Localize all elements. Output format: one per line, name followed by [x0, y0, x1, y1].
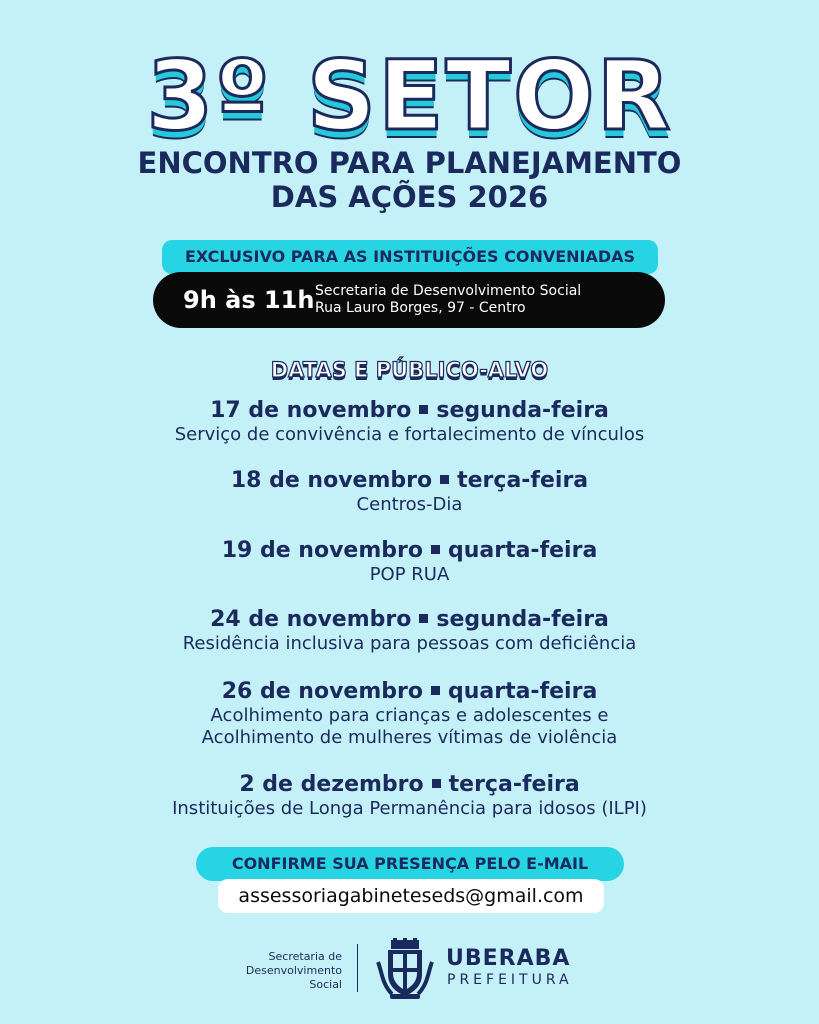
secretaria-line: Social	[309, 978, 342, 991]
event-audience: Centros-Dia	[356, 494, 463, 515]
event-audience: Acolhimento de mulheres vítimas de violência	[201, 727, 618, 748]
exclusive-banner: EXCLUSIVO PARA AS INSTITUIÇÕES CONVENIADAS	[162, 240, 658, 274]
separator-square-icon	[419, 614, 428, 623]
event-audience: Instituições de Longa Permanência para idosos (ILPI)	[172, 798, 647, 819]
event-date-line	[0, 679, 819, 705]
page-title: 3º SETOR	[146, 40, 673, 152]
event-weekday: terça-feira	[457, 468, 589, 493]
event-weekday: segunda-feira	[436, 607, 609, 632]
event-audience: POP RUA	[369, 564, 450, 585]
venue-line-1: Secretaria de Desenvolvimento Social	[315, 283, 582, 299]
event-date-line	[0, 772, 819, 798]
event-weekday: terça-feira	[448, 772, 580, 797]
coat-of-arms-icon	[374, 938, 436, 1000]
event-weekday: quarta-feira	[447, 679, 598, 704]
event-date: 24 de novembro	[210, 607, 412, 632]
event-date-line	[0, 468, 819, 494]
event-item	[0, 607, 819, 655]
venue-line-2: Rua Lauro Borges, 97 - Centro	[315, 300, 526, 316]
subtitle-line-1: ENCONTRO PARA PLANEJAMENTO	[137, 146, 682, 180]
event-date: 18 de novembro	[230, 468, 433, 493]
city-name: UBERABA	[446, 946, 571, 971]
subtitle-line-2: DAS AÇÕES 2026	[270, 180, 549, 214]
venue-address	[315, 283, 581, 317]
event-date: 26 de novembro	[221, 679, 423, 704]
event-item	[0, 772, 819, 820]
event-date: 2 de dezembro	[239, 772, 424, 797]
event-time: 9h às 11h	[183, 286, 315, 314]
event-item	[0, 538, 819, 586]
event-weekday: quarta-feira	[447, 538, 598, 563]
separator-square-icon	[431, 545, 440, 554]
separator-square-icon	[432, 779, 441, 788]
event-date: 17 de novembro	[210, 398, 412, 423]
event-audience: Serviço de convivência e fortalecimento de vínculos	[174, 424, 645, 445]
email-link[interactable]: assessoriagabineteseds@gmail.com	[218, 879, 604, 913]
separator-square-icon	[419, 405, 428, 414]
prefeitura-label: PREFEITURA	[447, 972, 573, 988]
event-date: 19 de novembro	[221, 538, 423, 563]
separator-square-icon	[440, 475, 449, 484]
confirm-banner: CONFIRME SUA PRESENÇA PELO E-MAIL	[196, 847, 624, 881]
event-audience: Acolhimento para crianças e adolescentes e	[210, 705, 609, 726]
event-weekday: segunda-feira	[436, 398, 609, 423]
event-date-line	[0, 538, 819, 564]
section-header: DATAS E PÚBLICO-ALVO	[270, 358, 549, 382]
event-date-line	[0, 398, 819, 424]
secretaria-label	[240, 950, 342, 992]
secretaria-line: Secretaria de	[268, 950, 342, 963]
event-audience: Residência inclusiva para pessoas com deficiência	[182, 633, 637, 654]
footer-divider	[357, 944, 358, 992]
event-item	[0, 679, 819, 749]
separator-square-icon	[431, 686, 440, 695]
time-venue-bar	[153, 272, 665, 328]
event-item	[0, 398, 819, 446]
page-subtitle	[0, 146, 819, 214]
event-date-line	[0, 607, 819, 633]
event-item	[0, 468, 819, 516]
secretaria-line: Desenvolvimento	[245, 964, 342, 977]
